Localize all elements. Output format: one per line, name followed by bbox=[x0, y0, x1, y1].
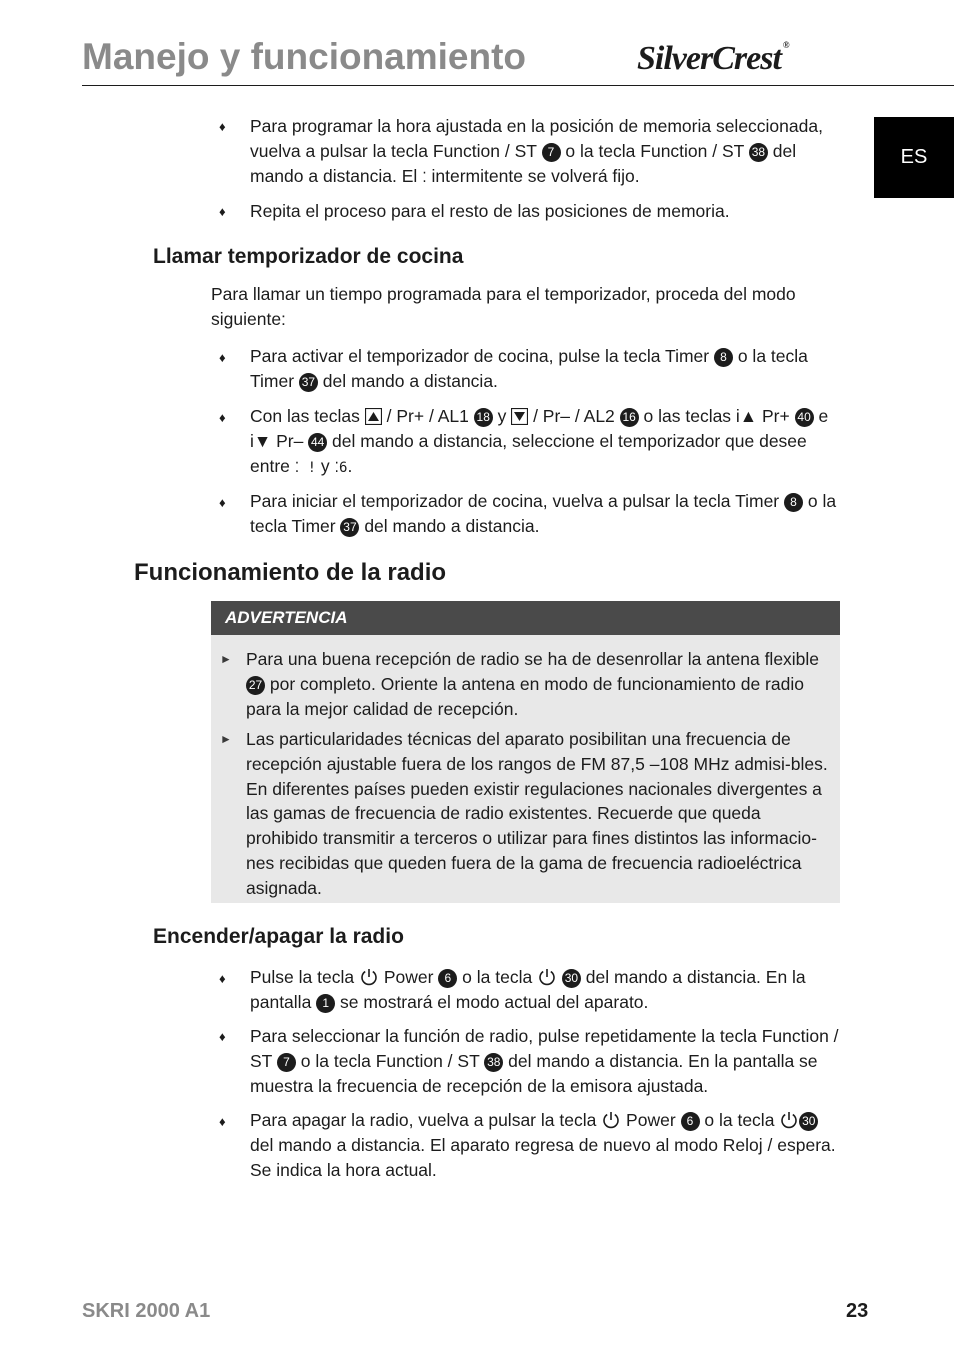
display-symbol: ⁚ bbox=[422, 170, 427, 186]
up-arrow-key-icon bbox=[365, 408, 382, 425]
number-badge: 30 bbox=[799, 1112, 818, 1131]
bullet-icon: ♦ bbox=[219, 971, 226, 986]
bullet-icon: ♦ bbox=[219, 1029, 226, 1044]
warning-item: Para una buena recepción de radio se ha de desenrollar la antena flexible 27 por completo. Oriente la antena en modo de funcionamiento de radio para la mejor calidad de recepción. bbox=[246, 649, 820, 719]
number-badge: 40 bbox=[795, 408, 814, 427]
number-badge: 7 bbox=[542, 143, 561, 162]
list-item: Con las teclas / Pr+ / AL1 18 y / Pr– / AL2 16 o las teclas i▲ Pr+ 40 e i▼ Pr– 44 del mando a distancia, seleccione el temporizador que desee entre ⁚ ! y ⁚6. bbox=[250, 406, 829, 476]
list-item: Repita el proceso para el resto de las posiciones de memoria. bbox=[250, 201, 730, 221]
list-item: Para iniciar el temporizador de cocina, vuelva a pulsar la tecla Timer 8 o la tecla Timer 37 del mando a distancia. bbox=[250, 491, 837, 536]
list-item: Para activar el temporizador de cocina, pulse la tecla Timer 8 o la tecla Timer 37 del mando a distancia. bbox=[250, 346, 808, 391]
bullet-icon: ♦ bbox=[219, 204, 226, 219]
number-badge: 18 bbox=[474, 408, 493, 427]
bullet-icon: ♦ bbox=[219, 1114, 226, 1129]
list-item: Para seleccionar la función de radio, pulse repetidamente la tecla Function / ST 7 o la tecla Function / ST 38 del mando a distancia. En la pantalla se muestra la frecuencia de recepción de la emisora ajustada. bbox=[250, 1026, 839, 1096]
page-title: Manejo y funcionamiento bbox=[82, 36, 527, 77]
number-badge: 1 bbox=[316, 994, 335, 1013]
number-badge: 6 bbox=[438, 969, 457, 988]
bullet-icon: ♦ bbox=[219, 119, 226, 134]
down-arrow-key-icon bbox=[511, 408, 528, 425]
section-heading-onoff: Encender/apagar la radio bbox=[153, 925, 404, 948]
power-icon bbox=[359, 967, 379, 987]
list-item: Pulse la tecla Power 6 o la tecla 30 del mando a distancia. En la pantalla 1 se mostrará el modo actual del aparato. bbox=[250, 967, 806, 1012]
bullet-icon: ♦ bbox=[219, 495, 226, 510]
display-symbol: ⁚6 bbox=[334, 460, 348, 476]
section-heading-timer: Llamar temporizador de cocina bbox=[153, 245, 464, 268]
header-rule bbox=[82, 85, 954, 86]
brand-logo bbox=[637, 40, 789, 78]
warning-title: ADVERTENCIA bbox=[211, 601, 840, 635]
number-badge: 8 bbox=[784, 493, 803, 512]
power-icon bbox=[601, 1110, 621, 1130]
warning-box bbox=[211, 601, 840, 903]
number-badge: 27 bbox=[246, 676, 265, 695]
number-badge: 7 bbox=[277, 1053, 296, 1072]
warning-item: Las particularidades técnicas del aparato posibilitan una frecuencia de recepción ajustable fuera de los rangos de FM 87,5 –108 MHz admisi-bles. En diferentes países pueden existir regulaciones nacionales divergentes a las gamas de frecuencia de radio existentes. Recuerde que queda prohibido transmitir a terceros o utilizar para fines distintos las informacio-nes recibidas que queden fuera de la gama de frecuencia radioeléctrica asignada. bbox=[246, 729, 828, 898]
number-badge: 38 bbox=[749, 143, 768, 162]
number-badge: 8 bbox=[714, 348, 733, 367]
page-number: 23 bbox=[846, 1300, 869, 1322]
number-badge: 37 bbox=[299, 373, 318, 392]
number-badge: 37 bbox=[340, 518, 359, 537]
list-item: Para programar la hora ajustada en la posición de memoria seleccionada, vuelva a pulsar la tecla Function / ST 7 o la tecla Function / ST 38 del mando a distancia. El ⁚ intermitente se volverá fijo. bbox=[250, 116, 823, 186]
pointer-icon: ► bbox=[220, 732, 232, 746]
registered-mark: ® bbox=[782, 40, 789, 50]
number-badge: 30 bbox=[562, 969, 581, 988]
section-heading-radio: Funcionamiento de la radio bbox=[134, 559, 447, 586]
number-badge: 38 bbox=[484, 1053, 503, 1072]
section-intro: Para llamar un tiempo programada para el temporizador, proceda del modo siguiente: bbox=[211, 284, 796, 329]
brand-name: SilverCrest bbox=[637, 40, 781, 77]
power-icon bbox=[779, 1110, 799, 1130]
number-badge: 16 bbox=[620, 408, 639, 427]
footer-model: SKRI 2000 A1 bbox=[82, 1300, 211, 1322]
pointer-icon: ► bbox=[220, 652, 232, 666]
display-symbol: ⁚ ! bbox=[294, 460, 317, 476]
power-icon bbox=[537, 967, 557, 987]
number-badge: 6 bbox=[681, 1112, 700, 1131]
number-badge: 44 bbox=[308, 433, 327, 452]
language-tab: ES bbox=[874, 117, 954, 198]
bullet-icon: ♦ bbox=[219, 350, 226, 365]
bullet-icon: ♦ bbox=[219, 410, 226, 425]
list-item: Para apagar la radio, vuelva a pulsar la tecla Power 6 o la tecla 30 del mando a distancia. El aparato regresa de nuevo al modo Reloj / espera. Se indica la hora actual. bbox=[250, 1110, 836, 1180]
